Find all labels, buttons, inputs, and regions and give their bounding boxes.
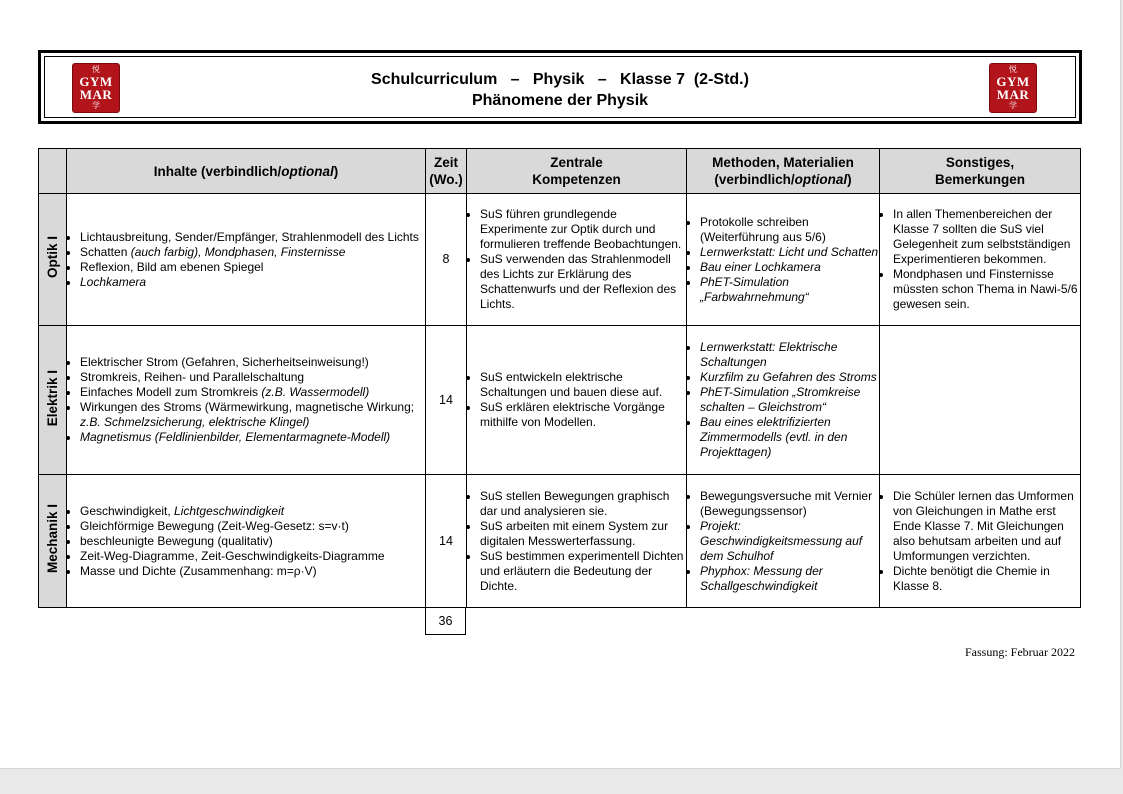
list-item: • Reflexion, Bild am ebenen Spiegel: [80, 260, 425, 275]
list-item: • Projekt: Geschwindigkeitsmessung auf dem Schulhof: [700, 519, 879, 564]
version-note: Fassung: Februar 2022: [965, 645, 1075, 659]
zeit-cell: 14: [426, 326, 467, 475]
document-subtitle: Phänomene der Physik: [471, 92, 649, 109]
subject-cell: [39, 194, 67, 326]
document-title: Schulcurriculum – Physik – Klasse 7 (2-Std.): [371, 71, 749, 88]
list-item: • SuS verwenden das Strahlenmodell des Lichts zur Erklärung des Schattenwurfs und der Reflexion des Lichts.: [480, 252, 686, 312]
list-item: • Lichtausbreitung, Sender/Empfänger, Strahlenmodell des Lichts: [80, 230, 425, 245]
logo-bottom-glyph: 学: [1009, 101, 1017, 110]
list-item: • Magnetismus (Feldlinienbilder, Elementarmagnete-Modell): [80, 430, 425, 445]
list-item: • SuS erklären elektrische Vorgänge mithilfe von Modellen.: [480, 400, 686, 430]
zeit-cell: 14: [426, 475, 467, 608]
list-item: • SuS führen grundlegende Experimente zur Optik durch und formulieren treffende Beobachtungen.: [480, 207, 686, 252]
list-item: • Kurzfilm zu Gefahren des Stroms: [700, 370, 879, 385]
logo-line1: GYM: [996, 74, 1030, 89]
list-item: • PhET-Simulation „Stromkreise schalten – Gleichstrom“: [700, 385, 879, 415]
list-item: • Lernwerkstatt: Licht und Schatten: [700, 245, 879, 260]
list-item: • Masse und Dichte (Zusammenhang: m=ρ·V): [80, 564, 425, 579]
list-item: • Mondphasen und Finsternisse müssten schon Thema in Nawi-5/6 gewesen sein.: [893, 267, 1080, 312]
list-item: • SuS entwickeln elektrische Schaltungen und bauen diese auf.: [480, 370, 686, 400]
sonstiges-cell: [880, 475, 1081, 608]
school-logo-right: [989, 63, 1037, 113]
inhalte-cell: [67, 475, 426, 608]
logo-bottom-glyph: 学: [92, 101, 100, 110]
list-item: • Lochkamera: [80, 275, 425, 290]
list-item: • Schatten (auch farbig), Mondphasen, Finsternisse: [80, 245, 425, 260]
total-zeit-cell: 36: [425, 608, 466, 635]
curriculum-table: [38, 148, 1081, 608]
logo-line1: GYM: [79, 74, 113, 89]
list-item: • SuS arbeiten mit einem System zur digitalen Messwerterfassung.: [480, 519, 686, 549]
list-item: • Dichte benötigt die Chemie in Klasse 8.: [893, 564, 1080, 594]
logo-line2: MAR: [79, 87, 113, 102]
list-item: • PhET-Simulation „Farbwahrnehmung“: [700, 275, 879, 305]
list-item: • Bau eines elektrifizierten Zimmermodells (evtl. in den Projekttagen): [700, 415, 879, 460]
inhalte-cell: [67, 194, 426, 326]
kompetenzen-cell: [467, 194, 687, 326]
list-item: • Zeit-Weg-Diagramme, Zeit-Geschwindigkeits-Diagramme: [80, 549, 425, 564]
list-item: • Gleichförmige Bewegung (Zeit-Weg-Gesetz: s=v·t): [80, 519, 425, 534]
methoden-cell: [687, 475, 880, 608]
title-box: [38, 50, 1082, 124]
list-item: • Einfaches Modell zum Stromkreis (z.B. Wassermodell): [80, 385, 425, 400]
table-header-row: [39, 149, 1081, 194]
list-item: • Stromkreis, Reihen- und Parallelschaltung: [80, 370, 425, 385]
methoden-cell: [687, 194, 880, 326]
table-row: [39, 475, 1081, 608]
list-item: • Elektrischer Strom (Gefahren, Sicherheitseinweisung!): [80, 355, 425, 370]
sonstiges-cell: [880, 326, 1081, 475]
table-row: [39, 194, 1081, 326]
header-subject-blank: [39, 149, 67, 194]
title-box-inner: [44, 56, 1076, 118]
list-item: • SuS bestimmen experimentell Dichten und erläutern die Bedeutung der Dichte.: [480, 549, 686, 594]
methoden-cell: [687, 326, 880, 475]
list-item: • beschleunigte Bewegung (qualitativ): [80, 534, 425, 549]
list-item: • Geschwindigkeit, Lichtgeschwindigkeit: [80, 504, 425, 519]
list-item: • Protokolle schreiben (Weiterführung aus 5/6): [700, 215, 879, 245]
subject-label: Optik I: [45, 236, 60, 279]
subject-cell: [39, 326, 67, 475]
logo-line2: MAR: [996, 87, 1030, 102]
header-methoden: Methoden, Materialien (verbindlich/optional): [687, 149, 880, 194]
kompetenzen-cell: [467, 326, 687, 475]
subject-cell: [39, 475, 67, 608]
table-row: [39, 326, 1081, 475]
subject-label: Mechanik I: [45, 504, 60, 574]
list-item: • Lernwerkstatt: Elektrische Schaltungen: [700, 340, 879, 370]
list-item: • SuS stellen Bewegungen graphisch dar und analysieren sie.: [480, 489, 686, 519]
list-item: • Phyphox: Messung der Schallgeschwindigkeit: [700, 564, 879, 594]
header-inhalte: Inhalte (verbindlich/optional): [67, 149, 426, 194]
header-zeit: Zeit (Wo.): [426, 149, 467, 194]
list-item: • In allen Themenbereichen der Klasse 7 sollten die SuS viel Gelegenheit zum selbstständigen Experimentieren bekommen.: [893, 207, 1080, 267]
logo-top-glyph: 悦: [92, 65, 100, 74]
subject-label: Elektrik I: [45, 369, 60, 427]
list-item: • Bewegungsversuche mit Vernier (Bewegungssensor): [700, 489, 879, 519]
kompetenzen-cell: [467, 475, 687, 608]
header-sonstiges: Sonstiges, Bemerkungen: [880, 149, 1081, 194]
sonstiges-cell: [880, 194, 1081, 326]
list-item: • Wirkungen des Stroms (Wärmewirkung, magnetische Wirkung; z.B. Schmelzsicherung, elektrische Klingel): [80, 400, 425, 430]
list-item: • Bau einer Lochkamera: [700, 260, 879, 275]
header-kompetenzen: Zentrale Kompetenzen: [467, 149, 687, 194]
list-item: • Die Schüler lernen das Umformen von Gleichungen in Mathe erst Ende Klasse 7. Mit Gleichungen also behutsam arbeiten und auf Umformungen verzichten.: [893, 489, 1080, 564]
inhalte-cell: [67, 326, 426, 475]
zeit-cell: 8: [426, 194, 467, 326]
logo-top-glyph: 悦: [1009, 65, 1017, 74]
